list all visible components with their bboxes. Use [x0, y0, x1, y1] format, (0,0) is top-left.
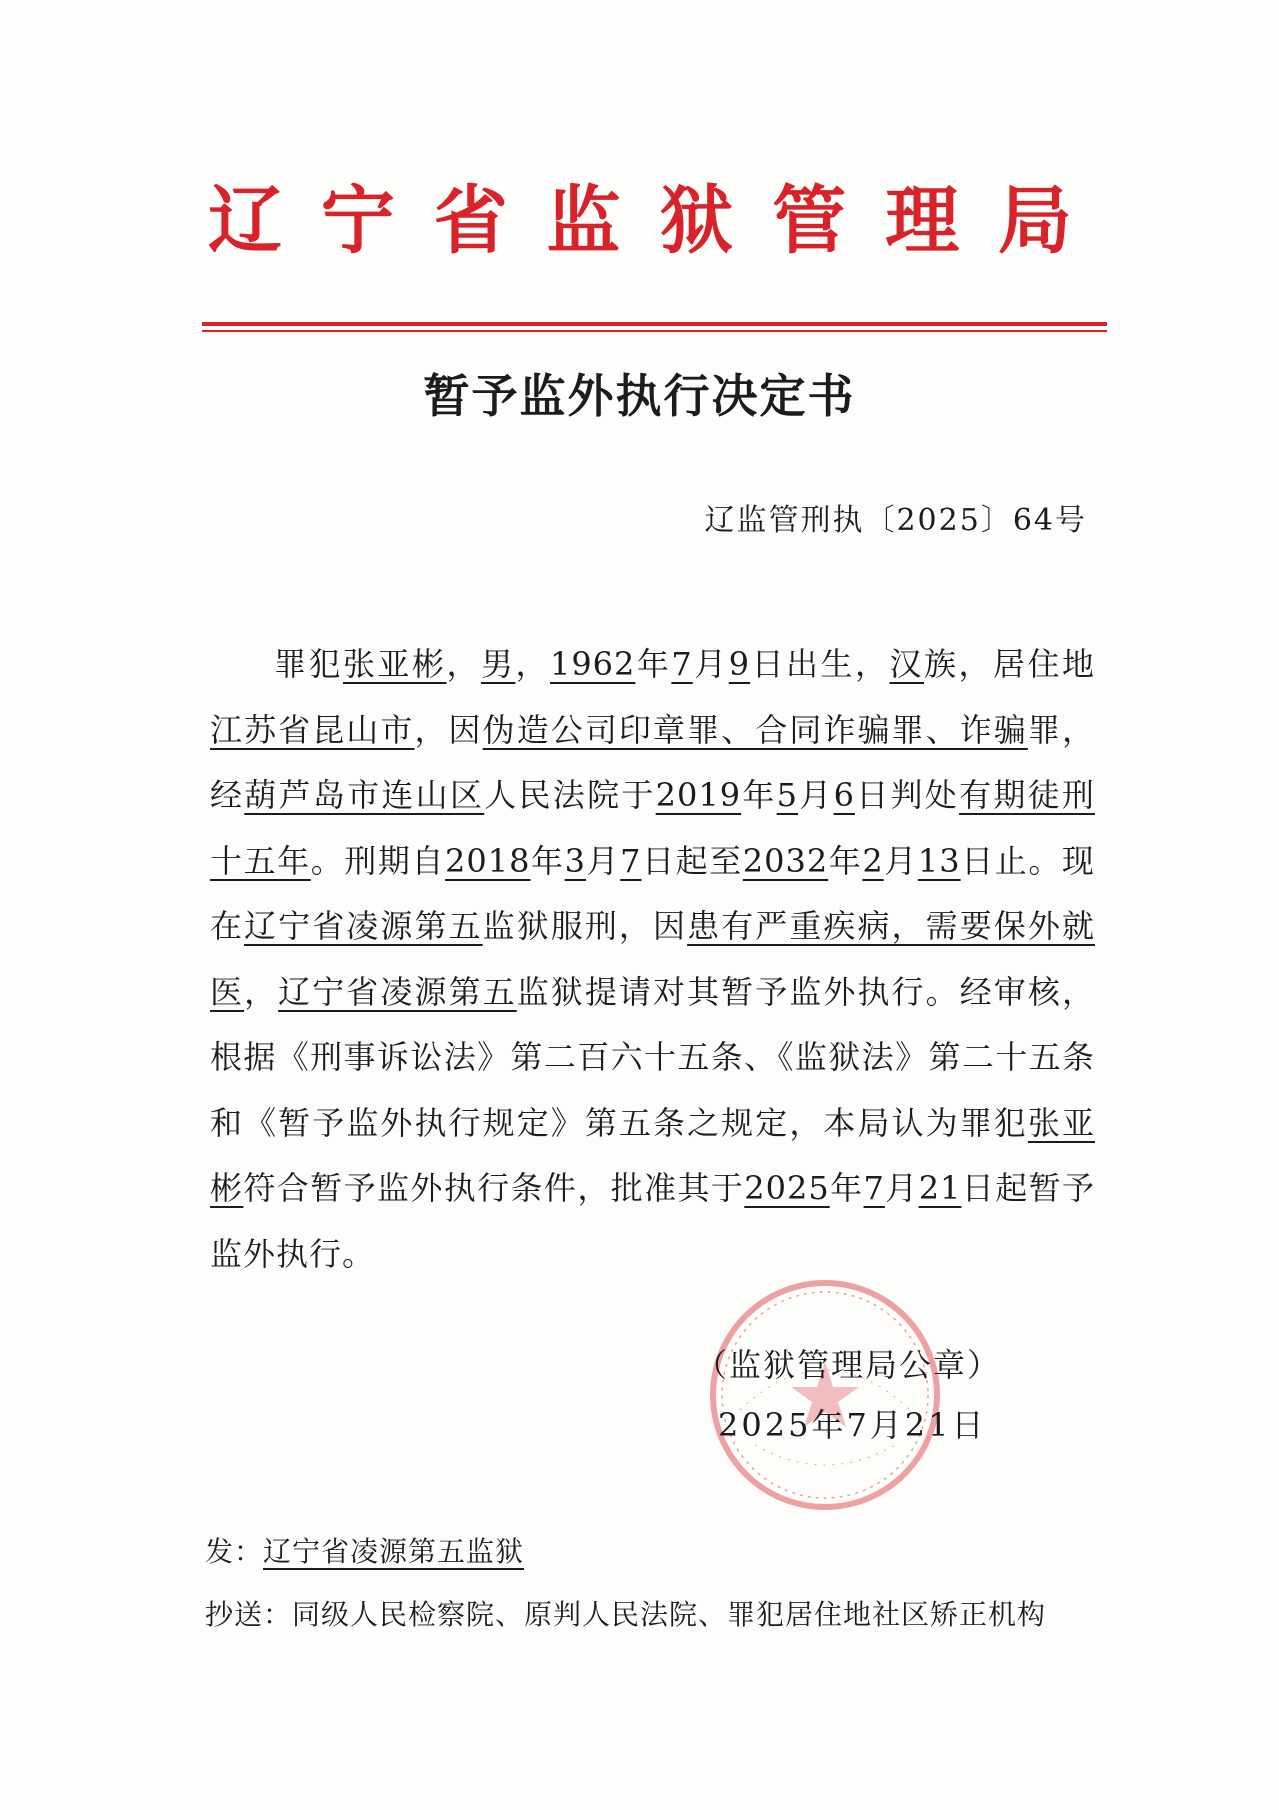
body-text: 日止。现在 [210, 841, 1095, 945]
field-term-end-year: 2032 [742, 841, 829, 880]
body-text: 监狱提请对其暂予监外执行。经审核，根据《刑事诉讼法》第二百六十五条、《监狱法》第二十五条和《暂予监外执行规定》第五条之规定，本局认为罪犯 [210, 972, 1095, 1142]
body-text: 。刑期自 [310, 841, 446, 880]
body-text: 人民法院于 [484, 776, 656, 814]
org-char: 局 [997, 178, 1072, 264]
body-text: 月 [692, 645, 729, 683]
field-term-end-day: 13 [917, 841, 961, 880]
send-label: 发： [205, 1535, 264, 1568]
cc-label: 抄送： [205, 1598, 293, 1631]
seal-caption: （监狱管理局公章） [695, 1346, 1002, 1384]
issuing-organization-header [200, 170, 1080, 264]
body-text: 符合暂予监外执行条件，批准其于 [243, 1169, 745, 1207]
body-text: 月 [883, 841, 918, 880]
field-execution-year: 2025 [744, 1169, 830, 1207]
field-ethnicity: 汉 [889, 645, 925, 683]
field-birth-year: 1962 [549, 645, 636, 683]
field-sentence: 有期徒刑十五年 [210, 776, 1095, 880]
field-crimes: 伪造公司印章罪、合同诈骗罪、诈骗 [482, 710, 1028, 749]
body-text: 日起暂予监外执行。 [210, 1169, 1095, 1273]
body-text: 月 [884, 1169, 919, 1207]
body-text: 年 [741, 776, 777, 814]
body-text: 月 [585, 841, 621, 880]
body-text: ，因 [414, 710, 483, 749]
send-to-line [205, 1530, 524, 1570]
body-text: 族，居住地 [924, 645, 1095, 683]
body-text: 年 [829, 1169, 864, 1207]
signature-date: 2025年7月21日 [718, 1406, 987, 1444]
field-judgment-year: 2019 [655, 776, 742, 814]
field-court: 葫芦岛市连山区 [244, 776, 485, 814]
org-char: 理 [885, 178, 960, 264]
org-char: 管 [772, 178, 847, 264]
cc-line [205, 1593, 1046, 1633]
field-birth-month: 7 [671, 645, 693, 683]
body-text: 年 [828, 841, 863, 880]
org-char: 监 [546, 178, 621, 264]
field-term-start-year: 2018 [445, 841, 531, 880]
field-execution-month: 7 [863, 1169, 885, 1207]
org-char: 省 [433, 178, 508, 264]
body-text: 日起至 [641, 841, 743, 880]
org-char: 辽 [208, 178, 282, 264]
red-divider-thick [202, 322, 1107, 326]
field-execution-day: 21 [918, 1169, 962, 1207]
document-number: 辽监管刑执〔2025〕64号 [704, 503, 1087, 538]
body-text: 监狱服刑，因 [482, 907, 688, 945]
red-divider-thin [202, 330, 1107, 332]
field-offender-name: 张亚彬 [342, 645, 447, 683]
cc-recipients: 同级人民检察院、原判人民法院、罪犯居住地社区矫正机构 [292, 1598, 1047, 1631]
field-reason: 患有严重疾病，需要保外就医 [210, 907, 1095, 1011]
body-text: ， [446, 645, 481, 683]
field-requesting-prison: 辽宁省凌源第五 [278, 972, 517, 1011]
field-term-start-month: 3 [564, 841, 586, 880]
field-gender: 男 [480, 645, 516, 683]
field-residence: 江苏省昆山市 [210, 710, 415, 749]
field-prison: 辽宁省凌源第五 [244, 907, 483, 945]
decision-body [210, 632, 1095, 1287]
field-term-end-month: 2 [862, 841, 884, 880]
field-judgment-day: 6 [833, 776, 855, 814]
body-text: ， [244, 972, 279, 1011]
body-text: 月 [798, 776, 834, 814]
org-char: 狱 [659, 178, 734, 264]
send-recipient: 辽宁省凌源第五监狱 [263, 1535, 525, 1568]
body-text: 罪犯 [274, 645, 343, 683]
body-text: 日出生， [750, 645, 890, 683]
body-text: 日判处 [854, 776, 960, 814]
org-char: 宁 [320, 178, 395, 264]
body-text: 年 [530, 841, 565, 880]
field-offender-name-repeat: 张亚彬 [210, 1103, 1095, 1207]
body-text: ， [515, 645, 550, 683]
document-title: 暂予监外执行决定书 [423, 369, 856, 423]
field-birth-day: 9 [728, 645, 751, 683]
official-seal-stamp [700, 1270, 950, 1520]
body-text: 年 [635, 645, 672, 683]
field-judgment-month: 5 [776, 776, 799, 814]
body-text: 罪，经 [210, 710, 1095, 814]
field-term-start-day: 7 [620, 841, 642, 880]
